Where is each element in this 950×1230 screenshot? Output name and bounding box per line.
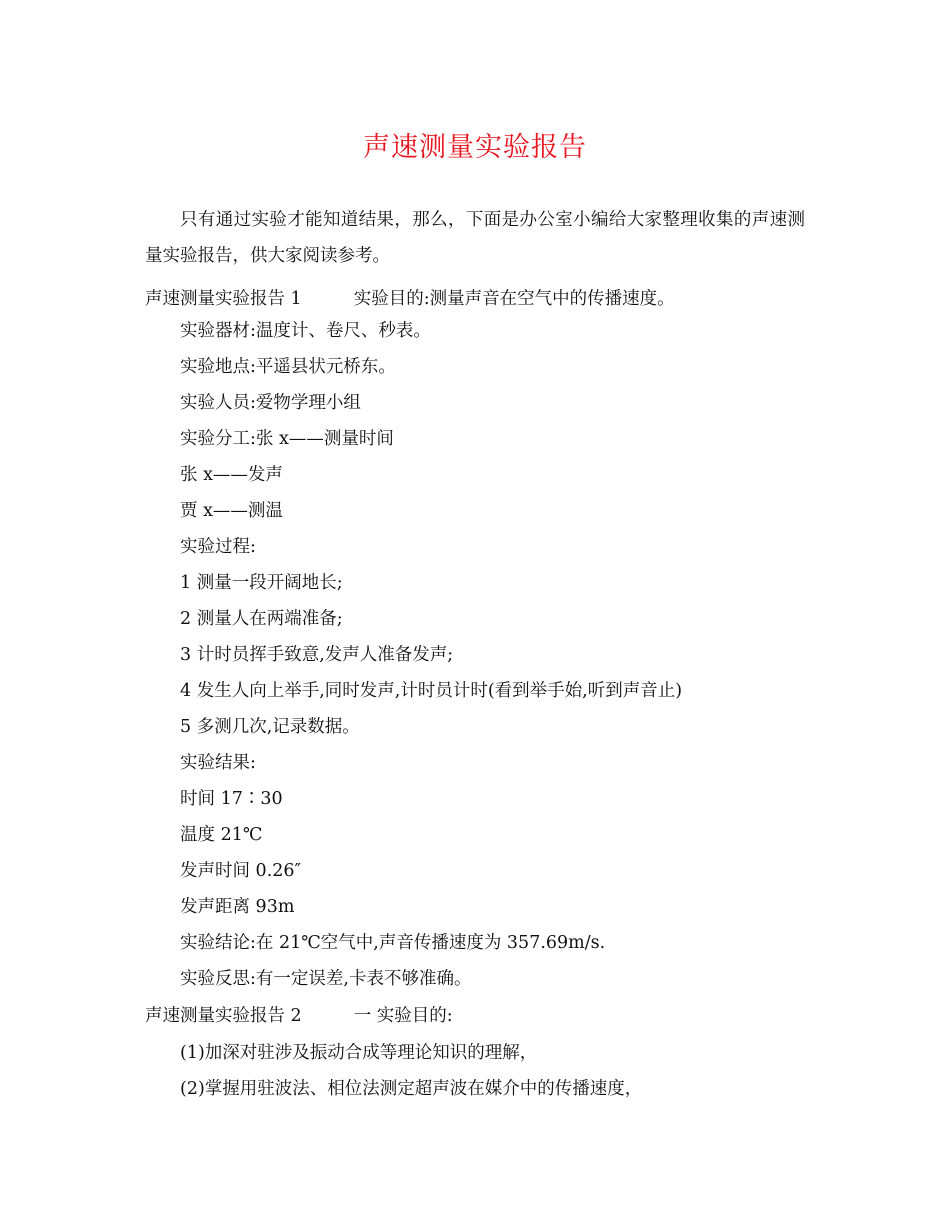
report2-purpose-label: 一 实验目的: bbox=[353, 1006, 453, 1026]
report1-conclusion: 实验结论:在 21℃空气中,声音传播速度为 357.69m/s. bbox=[180, 933, 606, 953]
report1-division-3: 贾 x——测温 bbox=[180, 501, 283, 521]
report1-result-distance: 发声距离 93m bbox=[180, 897, 295, 917]
report1-heading-line bbox=[145, 281, 675, 317]
report1-division-1: 实验分工:张 x——测量时间 bbox=[180, 429, 394, 449]
report1-result-sound-time: 发声时间 0.26″ bbox=[180, 861, 302, 881]
intro-paragraph: 只有通过实验才能知道结果，那么，下面是办公室小编给大家整理收集的声速测量实验报告，供大家阅读参考。 bbox=[145, 210, 805, 266]
report1-step-1: 1 测量一段开阔地长; bbox=[180, 573, 343, 593]
document-title: 声速测量实验报告 bbox=[363, 132, 587, 163]
report2-heading-line bbox=[145, 998, 453, 1034]
report2-item-2: (2)掌握用驻波法、相位法测定超声波在媒介中的传播速度， bbox=[180, 1079, 643, 1099]
report1-heading: 声速测量实验报告 1 bbox=[145, 289, 302, 309]
report1-personnel: 实验人员:爱物学理小组 bbox=[180, 393, 361, 413]
report1-result-temperature: 温度 21℃ bbox=[180, 825, 263, 845]
report1-location: 实验地点:平遥县状元桥东。 bbox=[180, 357, 396, 377]
report1-step-5: 5 多测几次,记录数据。 bbox=[180, 717, 360, 737]
report1-results-label: 实验结果: bbox=[180, 753, 256, 773]
report1-reflection: 实验反思:有一定误差,卡表不够准确。 bbox=[180, 969, 472, 989]
report1-step-2: 2 测量人在两端准备; bbox=[180, 609, 343, 629]
report1-step-4: 4 发生人向上举手,同时发声,计时员计时(看到举手始,听到声音止) bbox=[180, 681, 683, 701]
report2-heading: 声速测量实验报告 2 bbox=[145, 1006, 302, 1026]
report1-purpose: 实验目的:测量声音在空气中的传播速度。 bbox=[353, 289, 675, 309]
report1-result-time: 时间 17∶30 bbox=[180, 789, 283, 809]
report1-equipment: 实验器材:温度计、卷尺、秒表。 bbox=[180, 321, 431, 341]
report1-division-2: 张 x——发声 bbox=[180, 465, 283, 485]
report1-process-label: 实验过程: bbox=[180, 537, 256, 557]
report1-step-3: 3 计时员挥手致意,发声人准备发声; bbox=[180, 645, 454, 665]
report2-item-1: (1)加深对驻涉及振动合成等理论知识的理解， bbox=[180, 1043, 538, 1063]
